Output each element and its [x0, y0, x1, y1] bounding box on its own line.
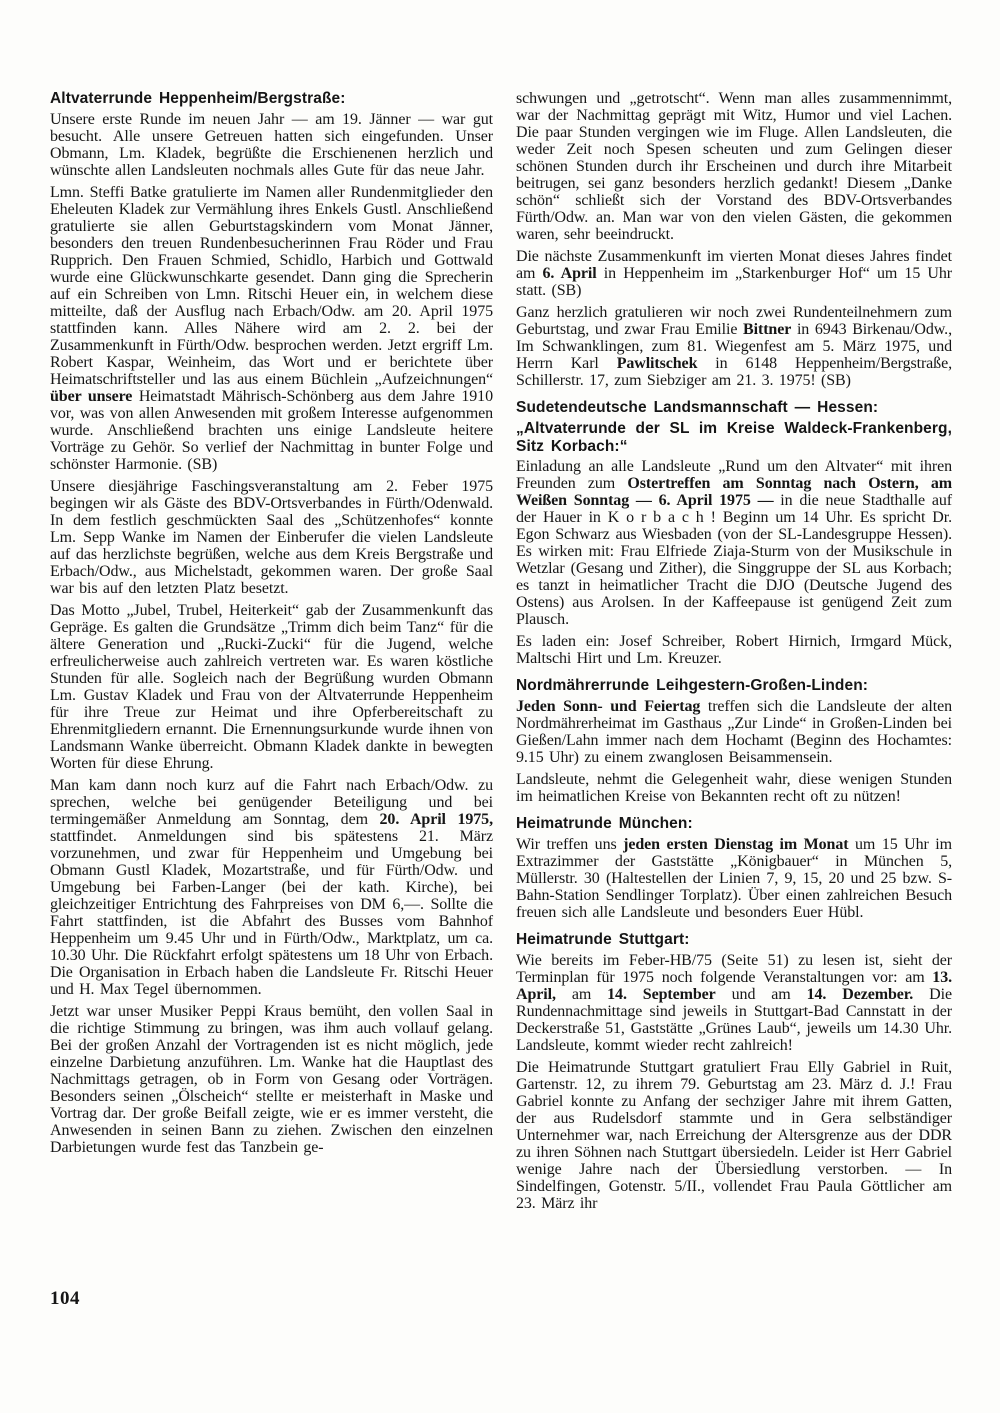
- paragraph-col1-1: Die nächste Zusammenkunft im vierten Monat dieses Jahres findet am 6. April in Heppenheim im „Starkenburger Hof“ um 15 Uhr statt. (SB): [516, 248, 952, 299]
- left-column: [50, 90, 493, 1156]
- heading-col1-7: Nordmährerrunde Leihgestern-Großen-Linden:: [516, 677, 869, 694]
- paragraph-col1-6: Es laden ein: Josef Schreiber, Robert Hirnich, Irmgard Mück, Maltschi Hirt und Lm. Kreuzer.: [516, 633, 952, 667]
- two-column-text-area: [50, 90, 952, 1212]
- paragraph-col0-3: Unsere diesjährige Faschingsveranstaltung am 2. Feber 1975 begingen wir als Gäste des BDV-Ortsverbandes in Fürth/Odenwald. In dem festlich geschmückten Saal des „Schützenhofes“ konnte Lm. Sepp Wanke im Namen der Einberufer die vielen Landsleute auf das herzlichste begrüßen, welche aus dem Kreis Bergstraße und Erbach/Odw., aus Michelstadt, gekommen waren. Der große Saal war bis auf den letzten Platz besetzt.: [50, 478, 493, 597]
- paragraph-col0-2: Lmn. Steffi Batke gratulierte im Namen aller Rundenmitglieder den Eheleuten Kladek zur Vermählung ihres Enkels Gustl. Anschließend gratulierte sie allen Geburtstagskindern vom Monat Jänner, besonders den treuen Rundenbesucherinnen Frau Röder und Frau Rupprich. Den Frauen Schmied, Schidlo, Harbich und Gottwald wurde eine Glückwunschkarte gesendet. Dann ging die Sprecherin auf ein Schreiben von Lmn. Ritschi Heuer ein, in welchem diese mitteilte, daß der Ausflug nach Erbach/Odw. am 20. April 1975 stattfinden kann. Alles Nähere wird am 2. 2. bei der Zusammenkunft in Fürth/Odw. besprochen werden. Jetzt ergriff Lm. Robert Kaspar, Weinheim, das Wort und er berichtete über Heimatschriftsteller und las aus einem Büchlein „Aufzeichnungen“ über unsere Heimatstadt Mährisch-Schönberg aus dem Jahre 1910 vor, was von allen Anwesenden mit großem Interesse aufgenommen wurde. Anschließend brachten uns einige Landsleute heitere Vorträge zu Gehör. So verlief der Nachmittag in bunter Folge und schönster Harmonie. (SB): [50, 184, 493, 473]
- paragraph-col1-14: Die Heimatrunde Stuttgart gratuliert Frau Elly Gabriel in Ruit, Gartenstr. 12, zu ihrem 79. Geburtstag am 23. März d. J.! Frau Gabriel konnte zu Anfang der sechziger Jahre mit ihrem Gatten, der aus Rudelsdorf stammte und in Gera selbständiger Unternehmer war, nach Erreichung der Altersgrenze aus der DDR zu ihren Söhnen nach Stuttgart übersiedeln. Leider ist Herr Gabriel wenige Jahre nach der Übersiedlung verstorben. — In Sindelfingen, Gotenstr. 5/II., vollendet Frau Paula Göttlicher am 23. März ihr: [516, 1059, 952, 1212]
- page-number: 104: [50, 1288, 80, 1309]
- heading-col0-0: Altvaterrunde Heppenheim/Bergstraße:: [50, 90, 346, 107]
- paragraph-col1-9: Landsleute, nehmt die Gelegenheit wahr, diese wenigen Stunden im heimatlichen Kreise von Bekannten recht oft zu nützen!: [516, 771, 952, 805]
- paragraph-col1-0: schwungen und „getrotscht“. Wenn man alles zusammennimmt, war der Nachmittag geprägt mit Witz, Humor und viel Lachen. Die paar Stunden vergingen wie im Fluge. Allen Landsleuten, die weder Zeit noch Spesen scheuten und zum Gelingen dieser schönen Stunden durch ihr Erscheinen und durch ihre Mitarbeit beitrugen, sei ganz besonders herzlich gedankt! Diesem „Danke schön“ schließt sich der Vorstand des BDV-Ortsverbandes Fürth/Odw. an. Man war von den vielen Gästen, die gekommen waren, sehr beeindruckt.: [516, 90, 952, 243]
- paragraph-col0-6: Jetzt war unser Musiker Peppi Kraus bemüht, den vollen Saal in die richtige Stimmung zu bringen, was ihm auch vollauf gelang. Bei der großen Anzahl der Vortragenden ist es nicht möglich, jede einzelne Darbietung anzuführen. Lm. Wanke hat die Hauptlast des Nachmittags getragen, ob in Form von Gesang oder Vorträgen. Besonders seinen „Ölscheich“ stellte er meisterhaft in Maske und Vortrag dar. Der große Beifall zeigte, wie er es immer versteht, die Anwesenden in seinen Bann zu ziehen. Zwischen den einzelnen Darbietungen wurde fest das Tanzbein ge-: [50, 1003, 493, 1156]
- paragraph-col1-13: Wie bereits im Feber-HB/75 (Seite 51) zu lesen ist, sieht der Terminplan für 1975 noch folgende Veranstaltungen vor: am 13. April, am 14. September und am 14. Dezember. Die Rundennachmittage sind jeweils in Stuttgart-Bad Cannstatt in der Deckerstraße 51, Gaststätte „Grünes Laub“, jeweils um 14.30 Uhr. Landsleute, kommt wieder recht zahlreich!: [516, 952, 952, 1054]
- paragraph-col1-5: Einladung an alle Landsleute „Rund um den Altvater“ mit ihren Freunden zum Ostertreffen am Sonntag nach Ostern, am Weißen Sonntag — 6. April 1975 — in die neue Stadthalle auf der Hauer in K o r b a c h ! Beginn um 14 Uhr. Es spricht Dr. Egon Schwarz aus Wiesbaden (von der SL-Landesgruppe Hessen). Es wirken mit: Frau Elfriede Ziaja-Sturm von der Musikschule in Wetzlar (Gesang und Zither), die Singgruppe der SL aus Korbach; es tanzt in heimatlicher Tracht die DJO (Deutsche Jugend des Ostens) aus Arolsen. In der Kaffeepause ist genügend Zeit zum Plausch.: [516, 458, 952, 628]
- paragraph-col0-1: Unsere erste Runde im neuen Jahr — am 19. Jänner — war gut besucht. Alle unsere Getreuen hatten sich eingefunden. Unser Obmann, Lm. Kladek, begrüßte die Erschienenen herzlich und wünschte allen Landsleuten nochmals alles Gute für das neue Jahr.: [50, 111, 493, 179]
- paragraph-col1-11: Wir treffen uns jeden ersten Dienstag im Monat um 15 Uhr im Extrazimmer der Gaststätte „Königbauer“ in München 5, Müllerstr. 30 (Haltestellen der Linien 7, 9, 15, 20 und 25 bzw. S-Bahn-Station Sendlinger Torplatz). Über einen zahlreichen Besuch freuen sich alle Landsleute und besonders Euer Hübl.: [516, 836, 952, 921]
- heading-col1-3: Sudetendeutsche Landsmannschaft — Hessen:: [516, 399, 879, 416]
- paragraph-col1-8: Jeden Sonn- und Feiertag treffen sich die Landsleute der alten Nordmährerheimat im Gasthaus „Zur Linde“ in Großen-Linden bei Gießen/Lahn immer nach dem Hochamt (Beginn des Hochamtes: 9.15 Uhr) zu einem zwanglosen Beisammensein.: [516, 698, 952, 766]
- right-column: [516, 90, 952, 1212]
- paragraph-col1-2: Ganz herzlich gratulieren wir noch zwei Rundenteilnehmern zum Geburtstag, und zwar Frau Emilie Bittner in 6943 Birkenau/Odw., Im Schwanklingen, zum 81. Wiegenfest am 5. März 1975, und Herrn Karl Pawlitschek in 6148 Heppenheim/Bergstraße, Schillerstr. 17, zum Siebziger am 21. 3. 1975! (SB): [516, 304, 952, 389]
- paragraph-col0-4: Das Motto „Jubel, Trubel, Heiterkeit“ gab der Zusammenkunft das Gepräge. Es galten die Grundsätze „Trimm dich beim Tanz“ für die ältere Generation und „Rucki-Zucki“ für die Jugend, welche erfreulicherweise auch zahlreich vertreten war. Es waren köstliche Stunden für alle. Sogleich nach der Begrüßung wurden Obmann Lm. Gustav Kladek und Frau von der Altvaterrunde Heppenheim für ihre Treue zur Heimat und ihre Opferbereitschaft zu Ehrenmitgliedern ernannt. Die Ernennungsurkunde wurde ihnen von Landsmann Wanke überreicht. Obmann Kladek dankte in bewegten Worten für diese Ehrung.: [50, 602, 493, 772]
- paragraph-col0-5: Man kam dann noch kurz auf die Fahrt nach Erbach/Odw. zu sprechen, welche bei genügender Beteiligung und bei termingemäßer Anmeldung am Sonntag, dem 20. April 1975, stattfindet. Anmeldungen sind bis spätestens 21. März vorzunehmen, und zwar für Heppenheim und Umgebung bei Obmann Gustl Kladek, Mozartstraße, und für Fürth/Odw. und Umgebung bei Farben-Langer (bei der kath. Kirche), bei gleichzeitiger Entrichtung des Fahrpreises von DM 6,—. Sollte die Fahrt stattfinden, ist die Abfahrt des Busses vom Bahnhof Heppenheim um 9.45 Uhr und in Fürth/Odw., Marktplatz, um ca. 10.30 Uhr. Die Rückfahrt erfolgt spätestens um 18 Uhr von Erbach. Die Organisation in Erbach haben die Landsleute Fr. Ritschi Heuer und H. Max Tegel übernommen.: [50, 777, 493, 998]
- heading-col1-12: Heimatrunde Stuttgart:: [516, 931, 690, 948]
- subheading-col1-4: „Altvaterrunde der SL im Kreise Waldeck-Frankenberg, Sitz Korbach:“: [516, 420, 952, 455]
- heading-col1-10: Heimatrunde München:: [516, 815, 693, 832]
